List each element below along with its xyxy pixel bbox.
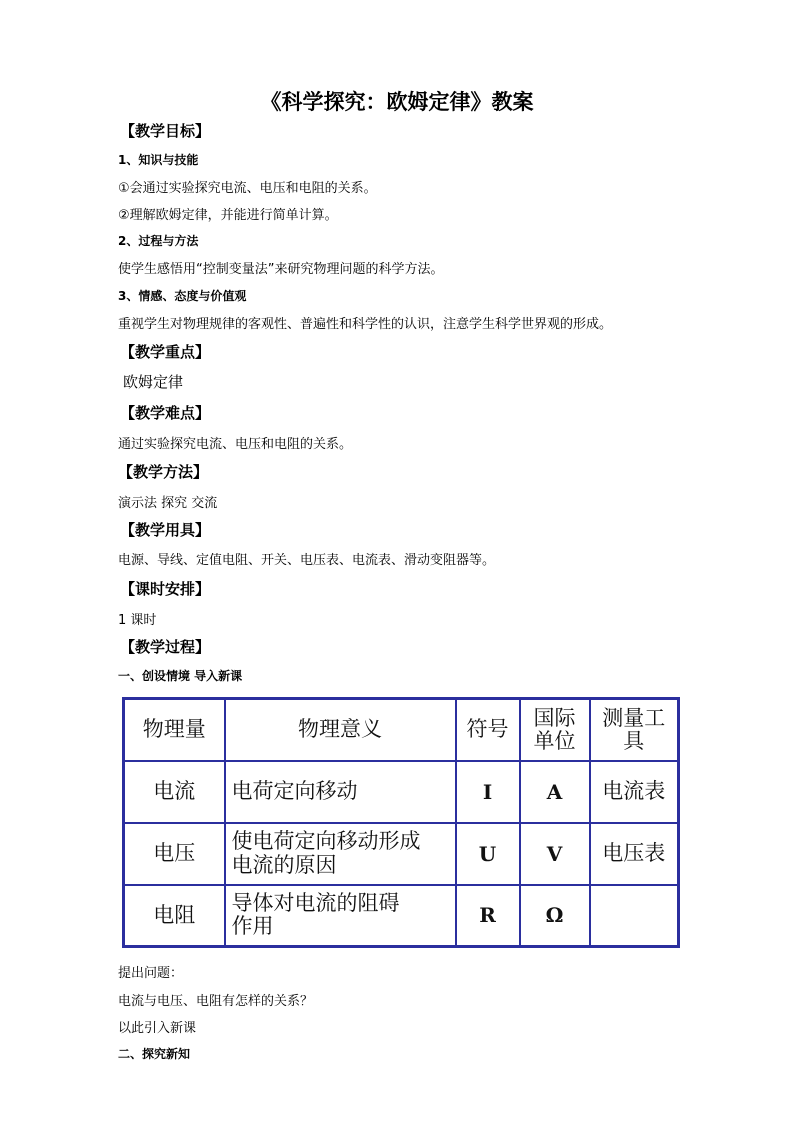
cell-unit: Ω — [520, 885, 590, 947]
table-row — [124, 823, 679, 885]
cell-meaning-line2: 电流的原因 — [231, 852, 337, 877]
intro-text: 以此引入新课 — [118, 1021, 197, 1036]
objectives-heading: 【教学目标】 — [120, 122, 211, 140]
knowledge-heading: 1、知识与技能 — [118, 153, 199, 167]
cell-tool: 电流表 — [590, 761, 679, 823]
cell-meaning — [225, 885, 456, 947]
difficulty-text: 通过实验探究电流、电压和电阻的关系。 — [118, 437, 353, 452]
header-quantity: 物理量 — [124, 699, 225, 761]
knowledge-item-1: ①会通过实验探究电流、电压和电阻的关系。 — [118, 181, 377, 196]
method-heading: 【教学方法】 — [118, 463, 209, 481]
cell-quantity: 电阻 — [124, 885, 225, 947]
header-unit — [520, 699, 590, 761]
cell-symbol: U — [456, 823, 520, 885]
table-header-row — [124, 699, 679, 761]
procedure-heading: 【教学过程】 — [120, 638, 211, 656]
header-unit-line2: 单位 — [533, 728, 576, 753]
tools-text: 电源、导线、定值电阻、开关、电压表、电流表、滑动变阻器等。 — [118, 553, 496, 568]
cell-meaning — [225, 823, 456, 885]
method-text: 演示法 探究 交流 — [118, 496, 218, 511]
tools-heading: 【教学用具】 — [120, 521, 211, 539]
cell-quantity: 电压 — [124, 823, 225, 885]
difficulty-heading: 【教学难点】 — [120, 404, 211, 422]
emotion-heading: 3、情感、态度与价值观 — [118, 289, 247, 303]
cell-symbol: I — [456, 761, 520, 823]
table-row — [124, 761, 679, 823]
table-row — [124, 885, 679, 947]
header-symbol: 符号 — [456, 699, 520, 761]
cell-quantity: 电流 — [124, 761, 225, 823]
schedule-text: 1 课时 — [118, 613, 157, 628]
cell-unit: A — [520, 761, 590, 823]
cell-meaning-line1: 导体对电流的阻碍 — [231, 891, 400, 916]
cell-unit: V — [520, 823, 590, 885]
cell-meaning-line2: 作用 — [231, 914, 274, 939]
header-tool — [590, 699, 679, 761]
cell-tool: 电压表 — [590, 823, 679, 885]
knowledge-item-2: ②理解欧姆定律，并能进行简单计算。 — [118, 208, 338, 223]
step2-heading: 二、探究新知 — [118, 1047, 191, 1061]
process-heading: 2、过程与方法 — [118, 234, 199, 248]
schedule-heading: 【课时安排】 — [120, 580, 211, 598]
question-label: 提出问题： — [118, 966, 184, 981]
emotion-text: 重视学生对物理规律的客观性、普遍性和科学性的认识，注意学生科学世界观的形成。 — [118, 317, 613, 332]
key-point-heading: 【教学重点】 — [120, 343, 211, 361]
cell-meaning-line1: 电荷定向移动 — [231, 778, 358, 803]
header-tool-line2: 具 — [623, 728, 645, 753]
process-text: 使学生感悟用“控制变量法”来研究物理问题的科学方法。 — [118, 262, 444, 277]
step1-heading: 一、创设情境 导入新课 — [118, 669, 243, 683]
cell-symbol: R — [456, 885, 520, 947]
question-text: 电流与电压、电阻有怎样的关系？ — [118, 994, 314, 1009]
cell-tool — [590, 885, 679, 947]
header-meaning: 物理意义 — [225, 699, 456, 761]
header-unit-line1: 国际 — [533, 705, 576, 730]
cell-meaning-line1: 使电荷定向移动形成 — [231, 829, 421, 854]
key-point-text: 欧姆定律 — [123, 373, 184, 391]
cell-meaning — [225, 761, 456, 823]
physics-quantities-table — [122, 697, 680, 948]
header-tool-line1: 测量工 — [602, 705, 666, 730]
page-title: 《科学探究：欧姆定律》教案 — [260, 90, 534, 114]
